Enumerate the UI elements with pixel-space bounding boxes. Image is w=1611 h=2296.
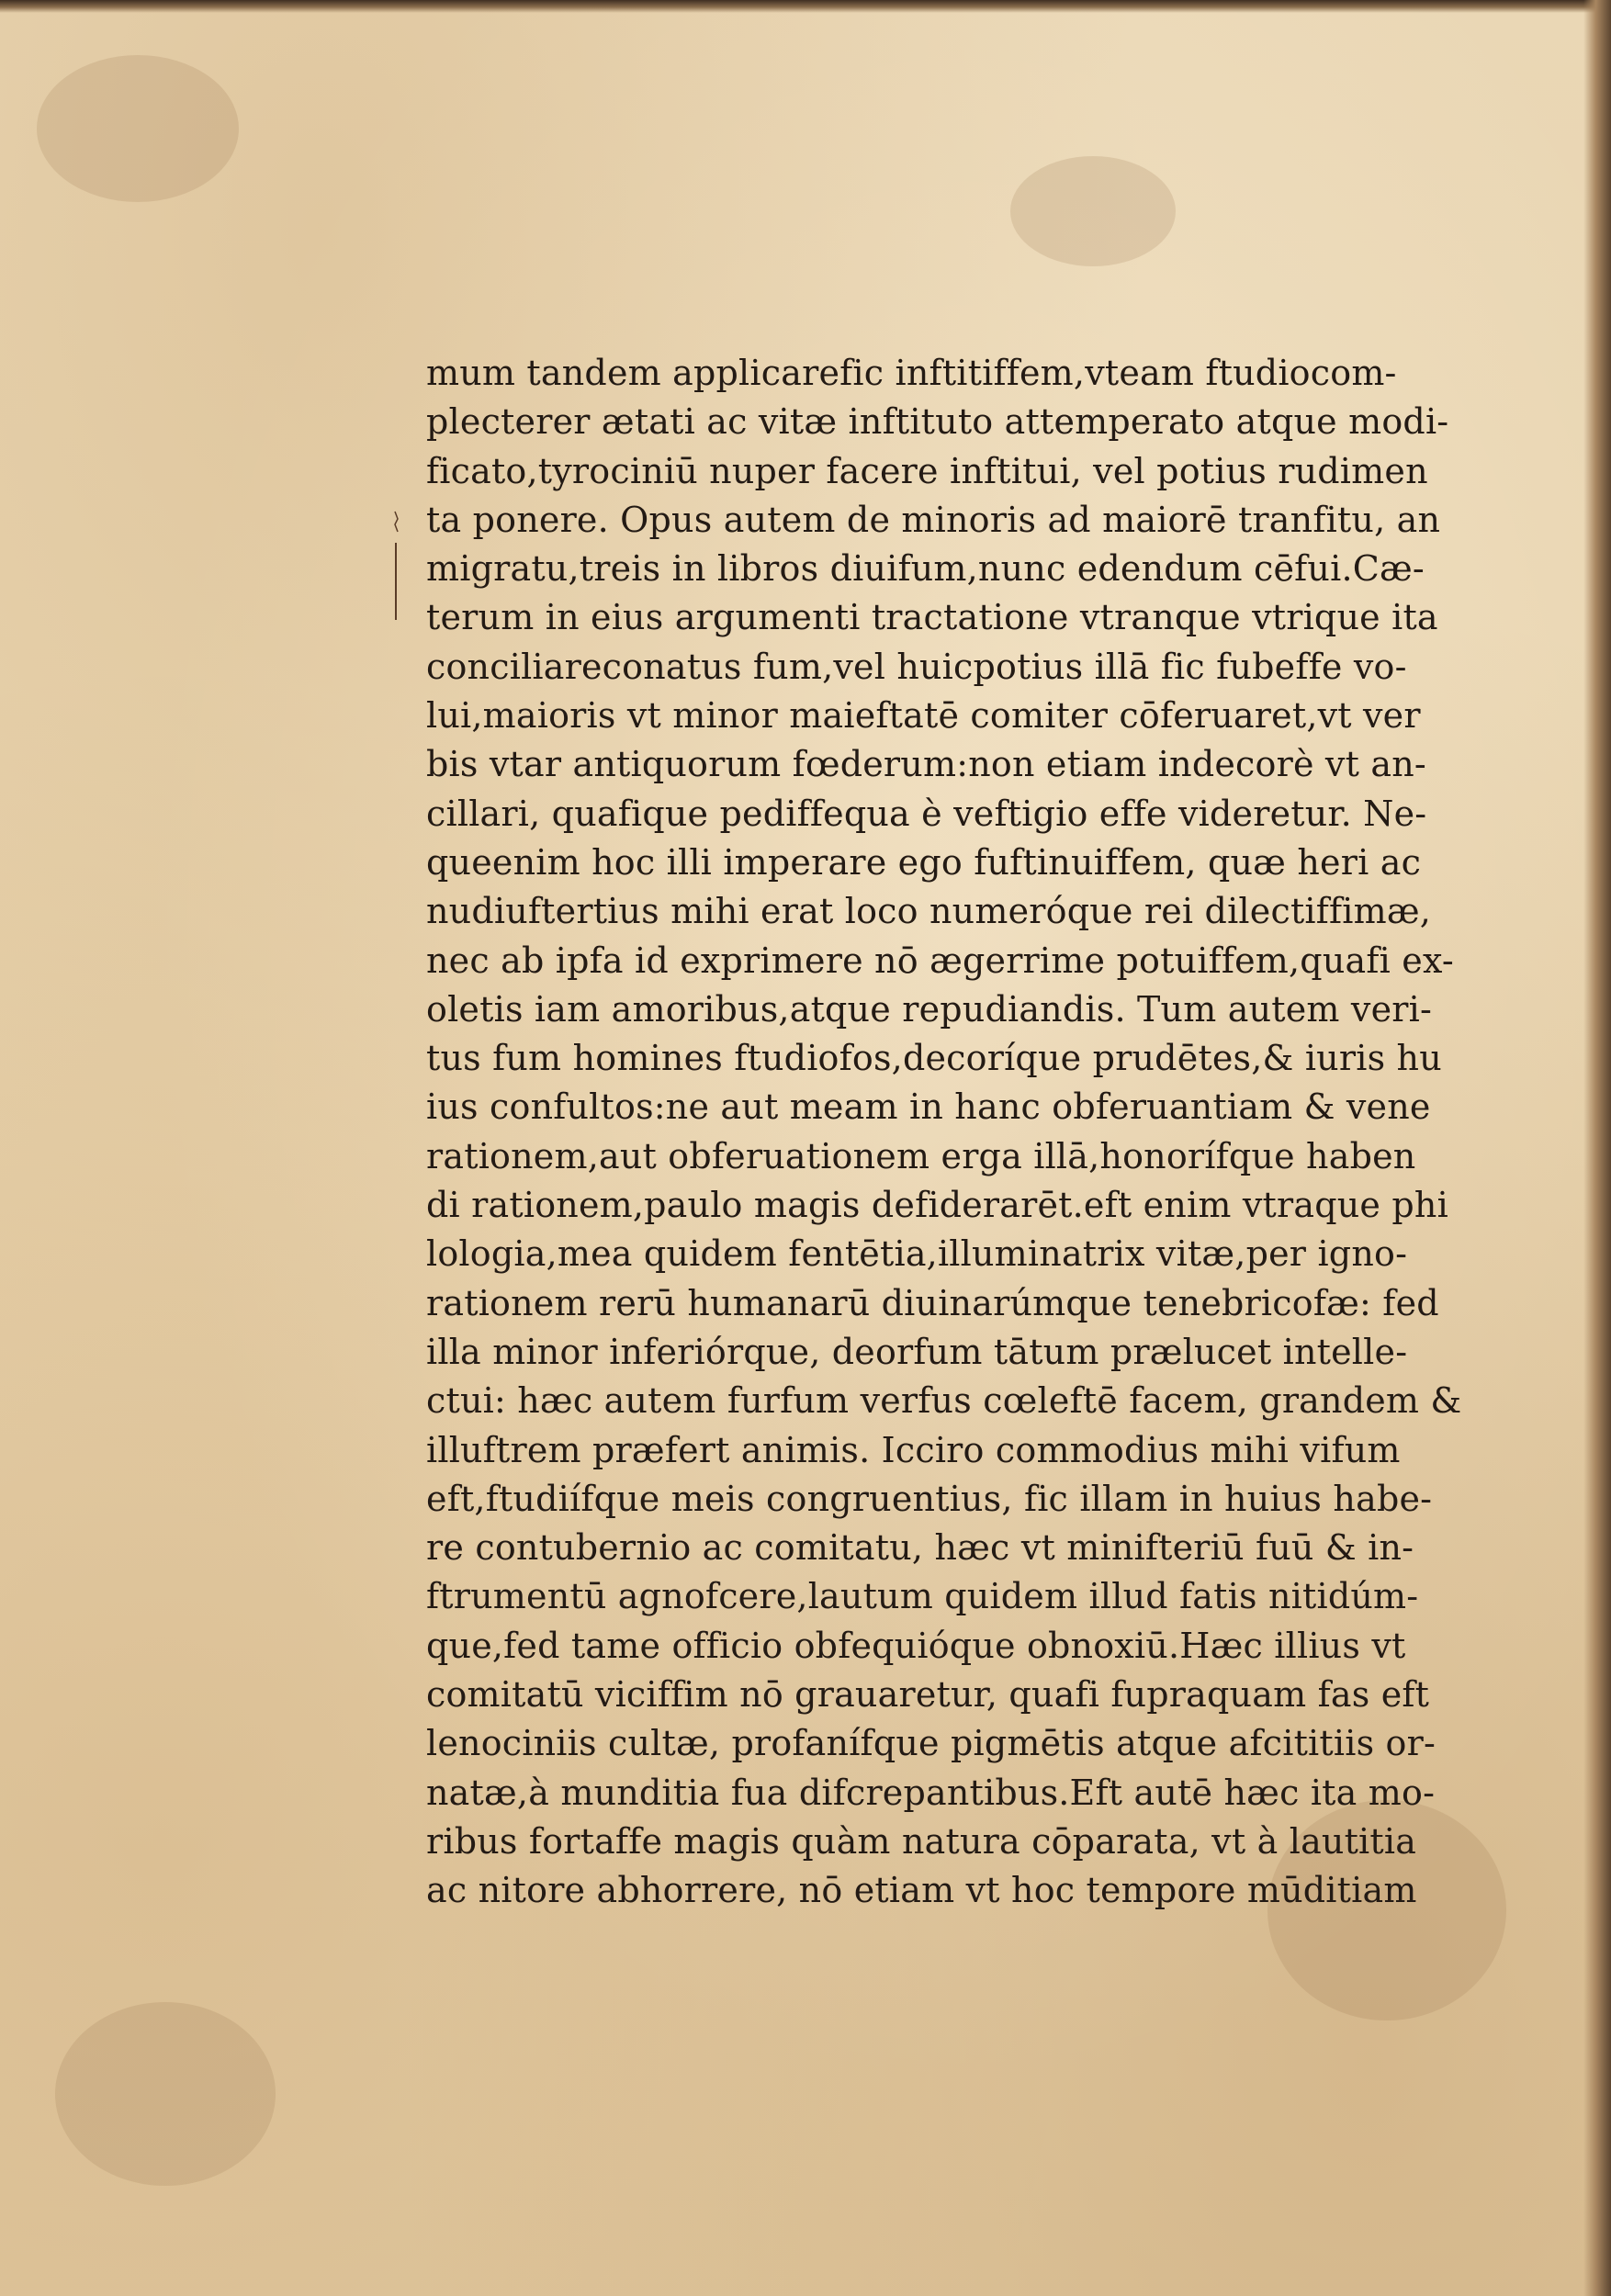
text-line-31: ribus fortaffe magis quàm natura cōparata, vt à lautitia xyxy=(426,1820,1417,1862)
text-line-17: rationem,aut obferuationem erga illā,honorífque haben xyxy=(426,1135,1416,1176)
main-text-block xyxy=(426,349,1462,1916)
page-top-edge xyxy=(0,0,1611,13)
page-right-edge xyxy=(1583,0,1611,2296)
text-line-10: cillari, quafique pediffequa è veftigio effe videretur. Ne- xyxy=(426,793,1427,834)
text-line-5: migratu,treis in libros diuifum,nunc edendum cēfui.Cæ- xyxy=(426,548,1425,590)
text-line-19: lologia,mea quidem fentētia,illuminatrix vitæ,per igno- xyxy=(426,1233,1408,1275)
text-line-8: lui,maioris vt minor maieftatē comiter cōferuaret,vt ver xyxy=(426,695,1421,737)
text-line-1: mum tandem applicarefic inftitiffem,vteam ftudiocom- xyxy=(426,353,1397,393)
text-line-25: re contubernio ac comitatu, hæc vt minifteriū fuū & in- xyxy=(426,1527,1414,1569)
margin-annotation-icon xyxy=(391,510,400,627)
stain-4 xyxy=(1010,156,1176,266)
text-line-23: illuftrem præfert animis. Icciro commodius mihi vifum xyxy=(426,1429,1401,1470)
stain-1 xyxy=(37,55,239,202)
text-line-7: conciliareconatus fum,vel huicpotius illā fic fubeffe vo- xyxy=(426,646,1407,687)
text-line-13: nec ab ipfa id exprimere nō ægerrime potuiffem,quafi ex- xyxy=(426,940,1454,981)
text-line-2: plecterer ætati ac vitæ inftituto attemperato atque modi- xyxy=(426,401,1449,443)
stain-3 xyxy=(55,2002,276,2186)
text-line-24: eft,ftudiífque meis congruentius, fic illam in huius habe- xyxy=(426,1478,1433,1519)
text-line-11: queenim hoc illi imperare ego fuftinuiffem, quæ heri ac xyxy=(426,841,1422,883)
text-line-26: ftrumentū agnofcere,lautum quidem illud fatis nitidúm- xyxy=(426,1576,1419,1617)
text-line-6: terum in eius argumenti tractatione vtranque vtrique ita xyxy=(426,597,1438,638)
text-line-28: comitatū viciffim nō grauaretur, quafi fupraquam fas eft xyxy=(426,1674,1430,1716)
text-line-27: que,fed tame officio obfequióque obnoxiū.Hæc illius vt xyxy=(426,1625,1406,1666)
text-line-14: oletis iam amoribus,atque repudiandis. Tum autem veri- xyxy=(426,988,1433,1030)
text-line-4: ta ponere. Opus autem de minoris ad maiorē tranfitu, an xyxy=(426,499,1441,540)
margin-annotation-mark xyxy=(391,510,397,627)
text-line-18: di rationem,paulo magis defiderarēt.eft enim vtraque phi xyxy=(426,1185,1448,1226)
text-line-16: ius confultos:ne aut meam in hanc obferuantiam & vene xyxy=(426,1086,1431,1128)
text-line-32: ac nitore abhorrere, nō etiam vt hoc tempore mūditiam xyxy=(426,1870,1417,1911)
text-line-15: tus fum homines ftudiofos,decoríque prudētes,& iuris hu xyxy=(426,1038,1442,1079)
text-line-20: rationem rerū humanarū diuinarúmque tenebricofæ: fed xyxy=(426,1282,1439,1323)
text-line-21: illa minor inferiórque, deorfum tātum prælucet intelle- xyxy=(426,1331,1408,1372)
text-line-22: ctui: hæc autem furfum verfus cœleftē facem, grandem & xyxy=(426,1380,1462,1422)
text-line-9: bis vtar antiquorum fœderum:non etiam indecorè vt an- xyxy=(426,744,1426,785)
text-line-29: lenociniis cultæ, profanífque pigmētis atque afcititiis or- xyxy=(426,1723,1436,1764)
text-line-12: nudiuftertius mihi erat loco numeróque rei dilectiffimæ, xyxy=(426,891,1432,932)
text-line-30: natæ,à munditia fua difcrepantibus.Eft autē hæc ita mo- xyxy=(426,1772,1436,1813)
text-line-3: ficato,tyrociniū nuper facere inftitui, vel potius rudimen xyxy=(426,450,1428,491)
